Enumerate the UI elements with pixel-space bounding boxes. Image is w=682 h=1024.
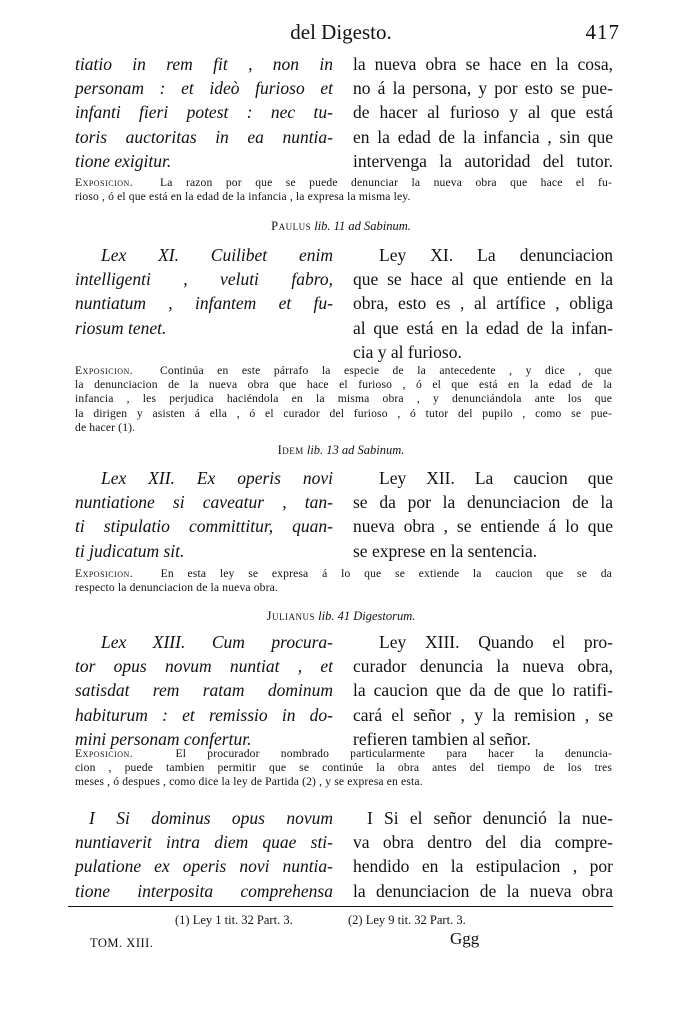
source-citation-1: Paulus lib. 11 ad Sabinum. [271,219,411,233]
spanish-line: I Si el señor denunció la nue- [367,808,613,828]
latin-line: tione interposita comprehensa [75,880,333,901]
spanish-line: la caucion que da de que lo ratifi- [353,680,613,701]
latin-text-lex13 [75,630,333,751]
exposicion-line: de hacer (1). [75,420,136,434]
spanish-line: refieren tambien al señor. [353,728,531,749]
latin-line: tione exigitur. [75,150,172,171]
latin-line: habiturum : et remissio in do- [75,704,333,725]
spanish-text-lex11 [353,243,613,364]
spanish-line: la nueva obra se hace en la cosa, [353,54,613,74]
exposicion-line: Exposicion. La razon por que se puede denunciar la nueva obra que hace el fu- [75,176,612,189]
exposicion-line: rioso , ó el que está en la edad de la infancia , la expresa la misma ley. [75,190,411,204]
latin-line: infanti fieri potest : nec tu- [75,102,333,123]
exposicion-label: Exposicion. [75,364,134,377]
spanish-line: intervenga la autoridad del tutor. [353,150,613,171]
latin-line: nuntiatum , infantem et fu- [75,293,333,314]
page-number: 417 [585,20,620,44]
latin-line: intelligenti , veluti fabro, [75,269,333,290]
spanish-line: en la edad de la infancia , sin que [353,126,613,147]
latin-text-para1 [75,806,333,903]
exposicion-line: la denunciacion de la nueva obra que hace el furioso , ó el que está en la edad de la [75,378,612,392]
exposicion-label: Exposicion. [75,567,134,580]
latin-line: pulatione ex operis novi nuntia- [75,856,333,877]
exposicion-block1 [75,176,612,204]
latin-line: ti judicatum sit. [75,540,185,561]
exposicion-label: Exposicion. [75,176,134,189]
spanish-line: al que está en la edad de la infan- [353,317,613,338]
exposicion-line: Exposicion. Continúa en este párrafo la especie de la antecedente , y dice , que [75,364,612,377]
exposicion-line: meses , ó despues , como dice la ley de Partida (2) , y se expresa en esta. [75,775,423,789]
exposicion-line: cion , puede tambien permitir que se continúe la obra antes del tiempo de los tres [75,761,612,775]
latin-line: personam : et ideò furioso et [75,78,333,99]
exposicion-lex12 [75,567,612,595]
latin-line: riosum tenet. [75,317,167,338]
latin-line: Lex XIII. Cum procura- [101,632,333,652]
exposicion-line: la dirigen y asisten á ella , ó el curador del furioso , ó tutor del pupilo , como se pue- [75,406,612,420]
source-citation-2: Idem lib. 13 ad Sabinum. [277,443,405,457]
spanish-line: Ley XII. La caucion que [379,468,613,488]
exposicion-lex11 [75,364,612,435]
latin-line: satisdat rem ratam dominum [75,680,333,701]
latin-line: ti stipulatio committitur, quan- [75,516,333,537]
spanish-line: curador denuncia la nueva obra, [353,656,613,677]
latin-line: Lex XII. Ex operis novi [101,468,333,488]
source-citation-3: Julianus lib. 41 Digestorum. [266,609,416,623]
spanish-line: obra, esto es , al artífice , obliga [353,293,613,314]
latin-text-block1 [75,52,333,173]
latin-line: Lex XI. Cuilibet enim [101,245,333,265]
spanish-line: que se hace al que entiende en la [353,269,613,290]
exposicion-line: Exposicion. El procurador nombrado particularmente para hacer la denuncia- [75,747,612,760]
running-head: del Digesto. [290,20,392,44]
exposicion-line: infancia , les perjudica haciéndola en la misma obra , y denunciándola ante los que [75,392,612,406]
exposicion-label: Exposicion. [75,747,134,760]
spanish-text-block1 [353,52,613,173]
footnote-2: (2) Ley 9 tit. 32 Part. 3. [348,913,466,927]
spanish-text-para1 [353,806,613,903]
signature-mark: Ggg [450,929,480,948]
spanish-line: va obra dentro del dia compre- [353,832,613,853]
spanish-line: la denunciacion de la nueva obra [353,880,613,901]
latin-line: I Si dominus opus novum [89,808,333,828]
spanish-line: de hacer al furioso y al que está [353,102,613,123]
footnote-1: (1) Ley 1 tit. 32 Part. 3. [175,913,293,927]
latin-line: tor opus novum nuntiat , et [75,656,333,677]
footnote-rule [68,906,613,907]
latin-text-lex12 [75,466,333,563]
spanish-line: se da por la denunciacion de la [353,492,613,513]
latin-line: toris auctoritas in ea nuntia- [75,126,333,147]
spanish-line: no á la persona, y por esto se pue- [353,78,613,99]
spanish-text-lex13 [353,630,613,751]
spanish-line: nueva obra , se entiende á lo que [353,516,613,537]
exposicion-line: Exposicion. En esta ley se expresa á lo que se extiende la caucion que se da [75,567,612,580]
latin-line: nuntiaverit intra diem quae sti- [75,832,333,853]
exposicion-line: respecto la denunciacion de la nueva obra. [75,581,278,595]
latin-text-lex11 [75,243,333,340]
spanish-line: cará el señor , y la remision , se [353,704,613,725]
latin-line: mini personam confertur. [75,728,252,749]
tome-number: TOM. XIII. [90,936,154,950]
latin-line: nuntiatione si caveatur , tan- [75,492,333,513]
spanish-line: Ley XI. La denunciacion [379,245,613,265]
latin-line: tiatio in rem fit , non in [75,54,333,74]
spanish-line: se exprese en la sentencia. [353,540,538,561]
spanish-line: cia y al furioso. [353,341,462,362]
spanish-line: Ley XIII. Quando el pro- [379,632,613,652]
exposicion-lex13 [75,747,612,790]
spanish-line: hendido en la estipulacion , por [353,856,613,877]
spanish-text-lex12 [353,466,613,563]
